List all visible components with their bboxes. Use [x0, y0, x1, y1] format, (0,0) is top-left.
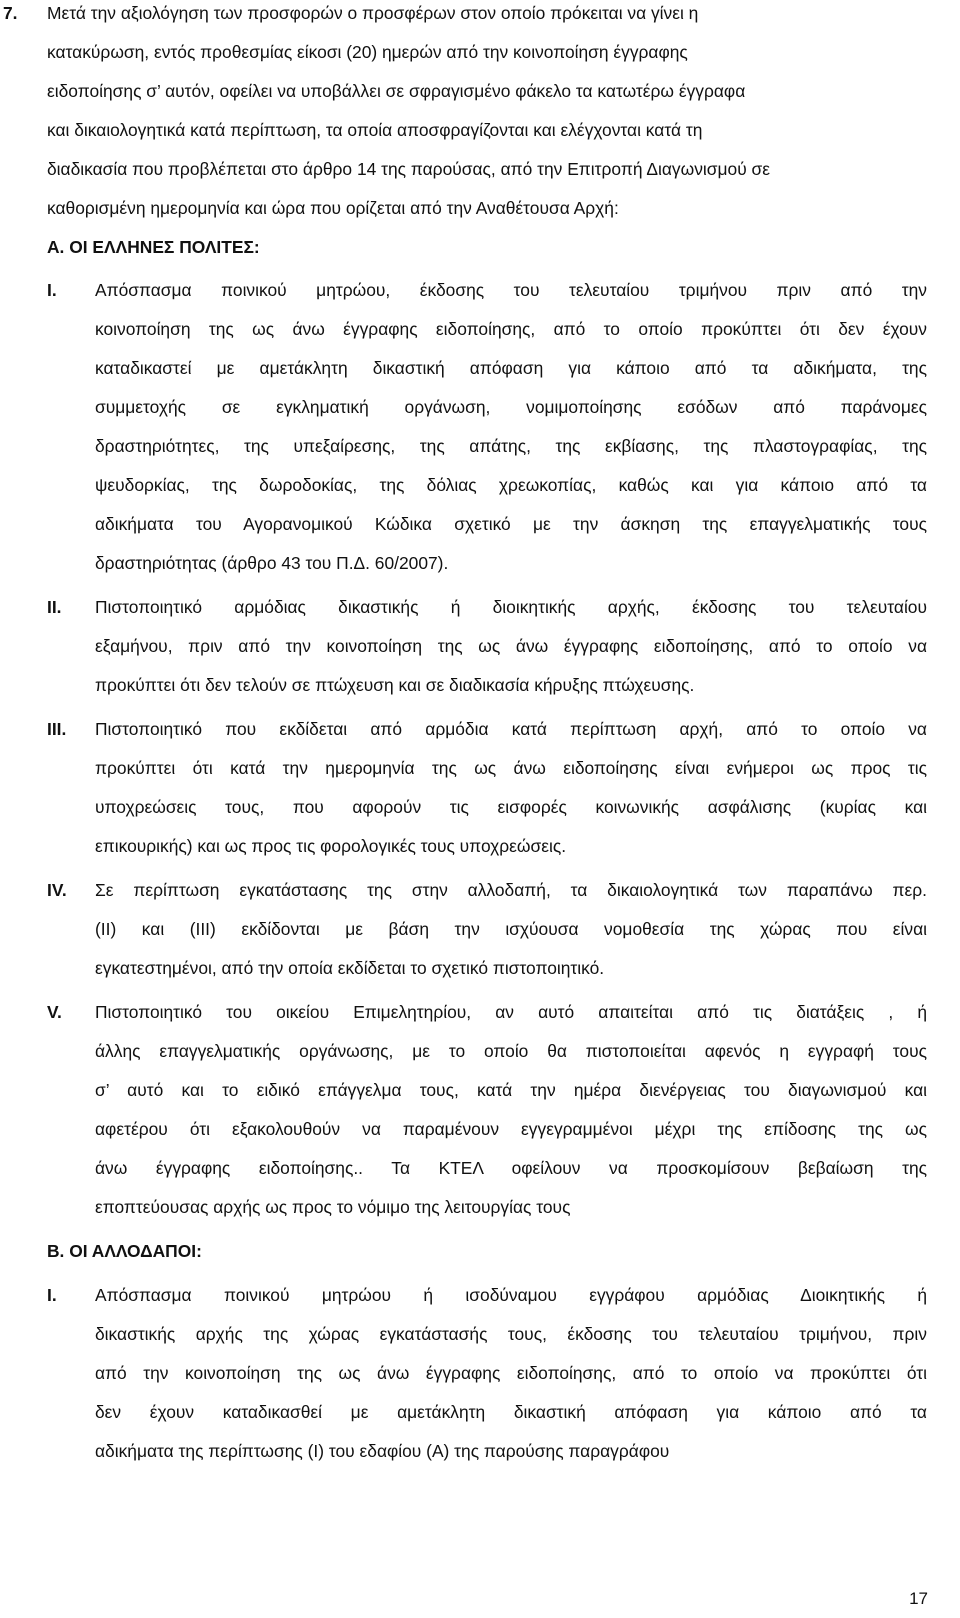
list-item-line: άνω έγγραφης ειδοποίησης.. Τα ΚΤΕΛ οφείλουν να προσκομίσουν βεβαίωση της — [95, 1158, 927, 1178]
list-item-line: αφετέρου ότι εξακολουθούν να παραμένουν εγγεγραμμένοι μέχρι της επίδοσης της ως — [95, 1119, 927, 1139]
paragraph-line: διαδικασία που προβλέπεται στο άρθρο 14 της παρούσας, από την Επιτροπή Διαγωνισμού σε — [47, 159, 771, 179]
page-number: 17 — [909, 1589, 928, 1608]
list-item-line: αδικήματα του Αγορανομικού Κώδικα σχετικό με την άσκηση της επαγγελματικής τους — [95, 514, 927, 534]
list-item-line: Πιστοποιητικό αρμόδιας δικαστικής ή διοικητικής αρχής, έκδοσης του τελευταίου — [95, 597, 927, 617]
section-heading: Β. ΟΙ ΑΛΛΟΔΑΠΟΙ: — [47, 1241, 202, 1261]
list-item-line: δραστηριότητας (άρθρο 43 του Π.Δ. 60/2007). — [95, 553, 449, 573]
list-item-line: Σε περίπτωση εγκατάστασης της στην αλλοδαπή, τα δικαιολογητικά των παραπάνω περ. — [95, 880, 927, 900]
paragraph-line: κατακύρωση, εντός προθεσμίας είκοσι (20) ημερών από την κοινοποίηση έγγραφης — [47, 42, 688, 62]
list-item-line: Απόσπασμα ποινικού μητρώου, έκδοσης του τελευταίου τριμήνου πριν από την — [95, 280, 927, 300]
list-item-line: Πιστοποιητικό που εκδίδεται από αρμόδια κατά περίπτωση αρχή, από το οποίο να — [95, 719, 927, 739]
list-marker: I. — [47, 280, 57, 300]
list-item-line: δραστηριότητες, της υπεξαίρεσης, της απάτης, της εκβίασης, της πλαστογραφίας, της — [95, 436, 927, 456]
list-item-line: εποπτεύουσας αρχής ως προς το νόμιμο της λειτουργίας τους — [95, 1197, 571, 1217]
list-item-line: εξαμήνου, πριν από την κοινοποίηση της ως άνω έγγραφης ειδοποίησης, από το οποίο να — [95, 636, 927, 656]
list-marker: III. — [47, 719, 67, 739]
list-item-line: άλλης επαγγελματικής οργάνωσης, με το οποίο θα πιστοποιείται αφενός η εγγραφή τους — [95, 1041, 927, 1061]
list-item-line: εγκατεστημένοι, από την οποία εκδίδεται το σχετικό πιστοποιητικό. — [95, 958, 605, 978]
list-item-line: (ΙΙ) και (ΙΙΙ) εκδίδονται με βάση την ισχύουσα νομοθεσία της χώρας που είναι — [95, 919, 927, 939]
list-item-line: αδικήματα της περίπτωσης (Ι) του εδαφίου (Α) της παρούσης παραγράφου — [95, 1441, 670, 1461]
list-item-line: δεν έχουν καταδικασθεί με αμετάκλητη δικαστική απόφαση για κάποιο από τα — [95, 1402, 927, 1422]
list-item-line: Απόσπασμα ποινικού μητρώου ή ισοδύναμου εγγράφου αρμόδιας Διοικητικής ή — [95, 1285, 927, 1305]
section-heading: Α. ΟΙ ΕΛΛΗΝΕΣ ΠΟΛΙΤΕΣ: — [47, 237, 260, 257]
list-marker: V. — [47, 1002, 62, 1022]
list-marker: IV. — [47, 880, 67, 900]
list-marker: II. — [47, 597, 62, 617]
list-item-line: καταδικαστεί με αμετάκλητη δικαστική απόφαση για κάποιο από τα αδικήματα, της — [95, 358, 927, 378]
list-item-line: από την κοινοποίηση της ως άνω έγγραφης ειδοποίησης, από το οποίο να προκύπτει ότι — [95, 1363, 927, 1383]
list-item-line: κοινοποίηση της ως άνω έγγραφης ειδοποίησης, από το οποίο προκύπτει ότι δεν έχουν — [95, 319, 927, 339]
paragraph-line: ειδοποίησης σ’ αυτόν, οφείλει να υποβάλλει σε σφραγισμένο φάκελο τα κατωτέρω έγγραφα — [47, 81, 746, 101]
list-item-line: Πιστοποιητικό του οικείου Επιμελητηρίου, αν αυτό απαιτείται από τις διατάξεις , ή — [95, 1002, 927, 1022]
paragraph-line: και δικαιολογητικά κατά περίπτωση, τα οποία αποσφραγίζονται και ελέγχονται κατά τη — [47, 120, 703, 140]
list-item-line: προκύπτει ότι κατά την ημερομηνία της ως άνω ειδοποίησης είναι ενήμεροι ως προς τις — [95, 758, 927, 778]
paragraph-line: Μετά την αξιολόγηση των προσφορών ο προσφέρων στον οποίο πρόκειται να γίνει η — [47, 3, 699, 23]
list-item-line: υποχρεώσεις τους, που αφορούν τις εισφορές κοινωνικής ασφάλισης (κυρίας και — [95, 797, 927, 817]
item-number: 7. — [3, 3, 18, 23]
list-item-line: ψευδορκίας, της δωροδοκίας, της δόλιας χρεωκοπίας, καθώς και για κάποιο από τα — [95, 475, 927, 495]
list-item-line: σ’ αυτό και το ειδικό επάγγελμα τους, κατά την ημέρα διενέργειας του διαγωνισμού και — [95, 1080, 927, 1100]
list-item-line: προκύπτει ότι δεν τελούν σε πτώχευση και σε διαδικασία κήρυξης πτώχευσης. — [95, 675, 695, 695]
list-item-line: δικαστικής αρχής της χώρας εγκατάστασής τους, έκδοσης του τελευταίου τριμήνου, πριν — [95, 1324, 927, 1344]
list-marker: I. — [47, 1285, 57, 1305]
list-item-line: επικουρικής) και ως προς τις φορολογικές τους υποχρεώσεις. — [95, 836, 567, 856]
list-item-line: συμμετοχής σε εγκληματική οργάνωση, νομιμοποίησης εσόδων από παράνομες — [95, 397, 927, 417]
paragraph-line: καθορισμένη ημερομηνία και ώρα που ορίζεται από την Αναθέτουσα Αρχή: — [47, 198, 619, 218]
